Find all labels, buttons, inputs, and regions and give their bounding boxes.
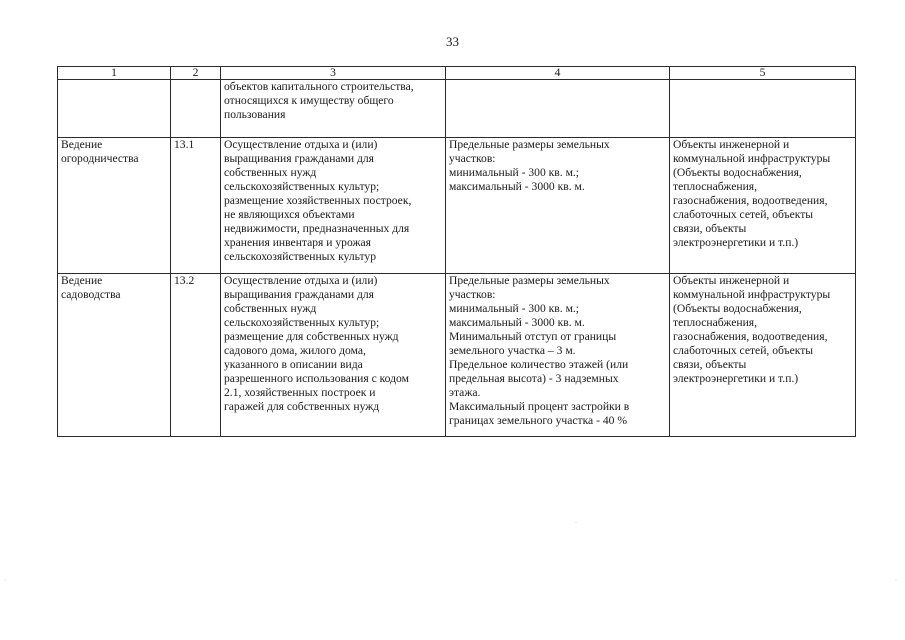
cell-objects: Объекты инженерной и коммунальной инфраструктуры (Объекты водоснабжения, теплоснабжения, газоснабжения, водоотведения, слаботочных сетей, объекты связи, объекты электроэнергетики и т.п.) [670, 274, 856, 437]
cell-description: Осуществление отдыха и (или) выращивания гражданами для собственных нужд сельскохозяйственных культур; размещение для собственных нужд садового дома, жилого дома, указанного в описании вида разрешенного использования с кодом 2.1, хозяйственных построек и гаражей для собственных нужд [221, 274, 446, 437]
header-cell: 2 [171, 67, 221, 80]
cell-parameters: Предельные размеры земельных участков: минимальный - 300 кв. м.; максимальный - 3000 кв. м. [446, 138, 670, 274]
cell-description: Осуществление отдыха и (или) выращивания гражданами для собственных нужд сельскохозяйственных культур; размещение хозяйственных построек, не являющихся объектами недвижимости, предназначенных для хранения инвентаря и урожая сельскохозяйственных культур [221, 138, 446, 274]
header-cell: 5 [670, 67, 856, 80]
cell-use-name [58, 80, 171, 138]
page-number: 33 [446, 34, 459, 49]
scan-speck: · [575, 520, 577, 526]
cell-code [171, 80, 221, 138]
header-cell: 3 [221, 67, 446, 80]
header-cell: 1 [58, 67, 171, 80]
table-header-row [58, 67, 856, 80]
table-row [58, 274, 856, 437]
cell-parameters: Предельные размеры земельных участков: минимальный - 300 кв. м.; максимальный - 3000 кв. м. Минимальный отступ от границы земельного участка – 3 м. Предельное количество этажей (или предельная высота) - 3 надземных этажа. Максимальный процент застройки в границах земельного участка - 40 % [446, 274, 670, 437]
cell-description: объектов капитального строительства, относящихся к имуществу общего пользования [221, 80, 446, 138]
cell-objects: Объекты инженерной и коммунальной инфраструктуры (Объекты водоснабжения, теплоснабжения, газоснабжения, водоотведения, слаботочных сетей, объекты связи, объекты электроэнергетики и т.п.) [670, 138, 856, 274]
header-cell: 4 [446, 67, 670, 80]
land-use-table [57, 66, 856, 437]
table-row [58, 138, 856, 274]
scan-speck: · [895, 578, 897, 584]
cell-code: 13.1 [171, 138, 221, 274]
cell-use-name: Ведение садоводства [58, 274, 171, 437]
cell-use-name: Ведение огородничества [58, 138, 171, 274]
cell-parameters [446, 80, 670, 138]
cell-objects [670, 80, 856, 138]
cell-code: 13.2 [171, 274, 221, 437]
scan-speck: · [4, 578, 6, 584]
table-row [58, 80, 856, 138]
